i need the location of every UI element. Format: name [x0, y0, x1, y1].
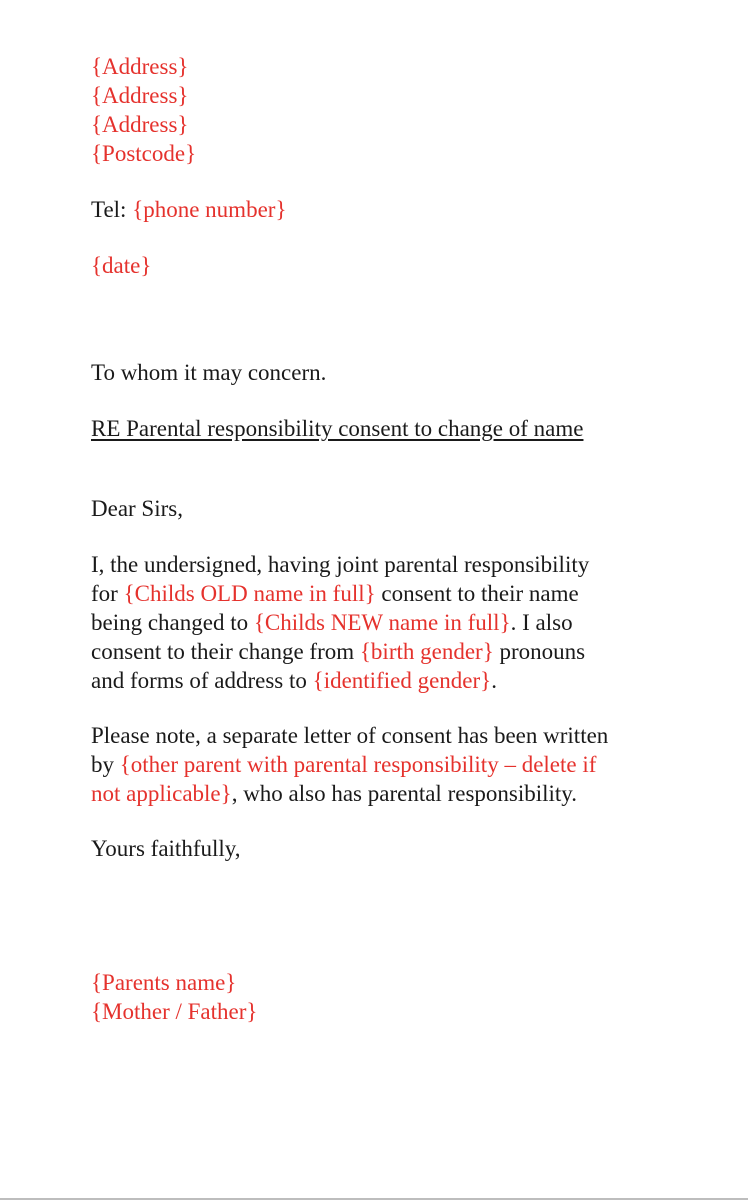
identified-gender: {identified gender} — [312, 668, 492, 693]
sender-address — [91, 52, 681, 168]
address-line-2: {Address} — [91, 83, 189, 108]
para2-line-1: Please note, a separate letter of consent has been written — [91, 723, 609, 748]
recipient-line: To whom it may concern. — [91, 360, 327, 385]
letter-date: {date} — [91, 253, 152, 278]
para2-line-3: not applicable}, who also has parental responsibility. — [91, 781, 578, 806]
para1-line-5: and forms of address to {identified gender}. — [91, 668, 497, 693]
tel-label: Tel: — [91, 197, 127, 222]
consent-paragraph — [91, 550, 681, 695]
parent-relation: {Mother / Father} — [91, 999, 258, 1024]
other-parent-placeholder-cont: not applicable} — [91, 781, 232, 806]
para2-line-2: by {other parent with parental responsibility – delete if — [91, 752, 597, 777]
address-line-1: {Address} — [91, 54, 189, 79]
child-old-name: {Childs OLD name in full} — [123, 581, 376, 606]
para1-line-4: consent to their change from {birth gender} pronouns — [91, 639, 586, 664]
subject-text: RE Parental responsibility consent to change of name — [91, 416, 584, 441]
separate-letter-paragraph — [91, 721, 681, 808]
other-parent-placeholder: {other parent with parental responsibility – delete if — [119, 752, 597, 777]
closing: Yours faithfully, — [91, 836, 241, 861]
salutation: Dear Sirs, — [91, 496, 183, 521]
para1-line-2: for {Childs OLD name in full} consent to their name — [91, 581, 579, 606]
telephone-line — [91, 195, 681, 224]
subject-line — [91, 414, 681, 443]
postcode-line: {Postcode} — [91, 141, 197, 166]
address-line-3: {Address} — [91, 112, 189, 137]
parent-name: {Parents name} — [91, 970, 237, 995]
para1-line-1: I, the undersigned, having joint parental responsibility — [91, 552, 590, 577]
birth-gender: {birth gender} — [359, 639, 494, 664]
child-new-name: {Childs NEW name in full} — [253, 610, 511, 635]
para1-line-3: being changed to {Childs NEW name in full}. I also — [91, 610, 573, 635]
signature-block — [91, 968, 681, 1026]
phone-number: {phone number} — [132, 197, 287, 222]
